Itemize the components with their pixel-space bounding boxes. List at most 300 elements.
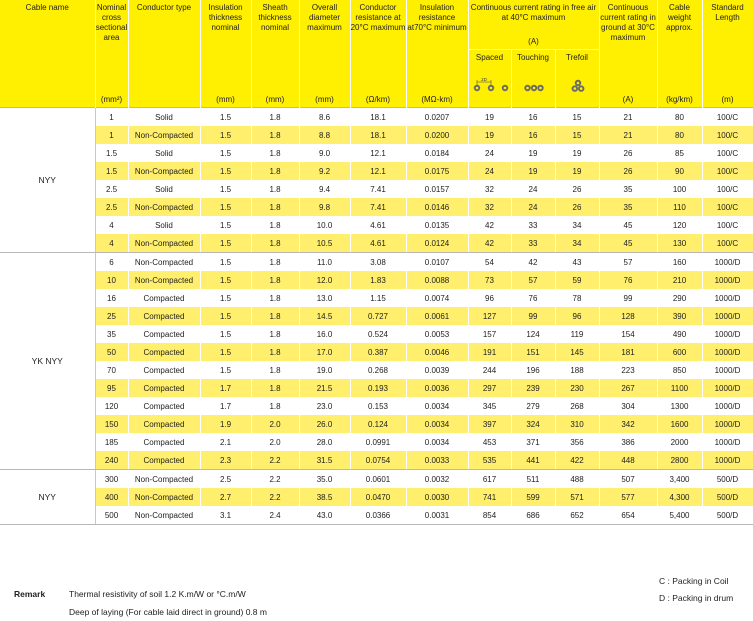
ground-cell: 342 — [599, 415, 657, 433]
trefoil-cell: 310 — [555, 415, 599, 433]
header-sheath-thickness: Sheath thickness nominal (mm) — [251, 0, 299, 108]
touching-cell: 24 — [511, 198, 555, 216]
length-cell: 1000/D — [702, 271, 753, 289]
insulation-resistance-cell: 0.0053 — [406, 325, 468, 343]
header-insulation-resistance: Insulation resistance at70°C minimum (MΩ-km) — [406, 0, 468, 108]
resistance-cell: 1.15 — [350, 289, 406, 307]
cable-name-cell: NYY — [0, 108, 95, 253]
table-row — [0, 451, 753, 470]
spaced-cell: 73 — [468, 271, 511, 289]
trefoil-cell: 268 — [555, 397, 599, 415]
insulation-resistance-cell: 0.0207 — [406, 108, 468, 127]
insulation-resistance-cell: 0.0031 — [406, 506, 468, 525]
remark-label: Remark — [14, 589, 46, 599]
area-cell: 150 — [95, 415, 128, 433]
sheath-cell: 1.8 — [251, 307, 299, 325]
table-row — [0, 415, 753, 433]
diameter-cell: 28.0 — [299, 433, 350, 451]
insulation-resistance-cell: 0.0074 — [406, 289, 468, 307]
table-row — [0, 506, 753, 525]
table-row — [0, 162, 753, 180]
spaced-cell: 32 — [468, 180, 511, 198]
sheath-cell: 1.8 — [251, 397, 299, 415]
spaced-cell: 19 — [468, 108, 511, 127]
table-row — [0, 253, 753, 272]
weight-cell: 490 — [657, 325, 702, 343]
area-cell: 25 — [95, 307, 128, 325]
length-cell: 100/C — [702, 180, 753, 198]
touching-cell: 151 — [511, 343, 555, 361]
weight-cell: 3,400 — [657, 470, 702, 489]
insulation-resistance-cell: 0.0034 — [406, 433, 468, 451]
ground-cell: 76 — [599, 271, 657, 289]
resistance-cell: 0.727 — [350, 307, 406, 325]
diameter-cell: 43.0 — [299, 506, 350, 525]
length-cell: 100/C — [702, 108, 753, 127]
resistance-cell: 0.387 — [350, 343, 406, 361]
insulation-resistance-cell: 0.0036 — [406, 379, 468, 397]
trefoil-cell: 34 — [555, 234, 599, 253]
resistance-cell: 4.61 — [350, 216, 406, 234]
sheath-cell: 1.8 — [251, 289, 299, 307]
sheath-cell: 1.8 — [251, 126, 299, 144]
diameter-cell: 12.0 — [299, 271, 350, 289]
conductor-type-cell: Non-Compacted — [128, 198, 200, 216]
header-conductor-resistance: Conductor resistance at 20°C maximum (Ω/km) — [350, 0, 406, 108]
table-row — [0, 271, 753, 289]
ground-cell: 99 — [599, 289, 657, 307]
resistance-cell: 12.1 — [350, 144, 406, 162]
diameter-cell: 9.8 — [299, 198, 350, 216]
table-row — [0, 307, 753, 325]
touching-cell: 19 — [511, 144, 555, 162]
trefoil-cell: 188 — [555, 361, 599, 379]
table-row — [0, 343, 753, 361]
conductor-type-cell: Compacted — [128, 307, 200, 325]
insulation-cell: 1.5 — [200, 361, 251, 379]
weight-cell: 1600 — [657, 415, 702, 433]
insulation-cell: 1.5 — [200, 234, 251, 253]
sheath-cell: 1.8 — [251, 234, 299, 253]
insulation-cell: 1.5 — [200, 307, 251, 325]
weight-cell: 2000 — [657, 433, 702, 451]
sheath-cell: 1.8 — [251, 379, 299, 397]
diameter-cell: 11.0 — [299, 253, 350, 272]
ground-cell: 154 — [599, 325, 657, 343]
weight-cell: 80 — [657, 108, 702, 127]
weight-cell: 4,300 — [657, 488, 702, 506]
diameter-cell: 8.6 — [299, 108, 350, 127]
weight-cell: 100 — [657, 180, 702, 198]
length-cell: 1000/D — [702, 379, 753, 397]
ground-cell: 654 — [599, 506, 657, 525]
area-cell: 4 — [95, 216, 128, 234]
ground-cell: 21 — [599, 126, 657, 144]
diameter-cell: 17.0 — [299, 343, 350, 361]
table-row — [0, 289, 753, 307]
weight-cell: 85 — [657, 144, 702, 162]
length-cell: 500/D — [702, 470, 753, 489]
diameter-cell: 10.0 — [299, 216, 350, 234]
insulation-cell: 1.5 — [200, 126, 251, 144]
resistance-cell: 0.268 — [350, 361, 406, 379]
trefoil-cell: 26 — [555, 198, 599, 216]
touching-cell: 16 — [511, 126, 555, 144]
conductor-type-cell: Compacted — [128, 325, 200, 343]
touching-cell: 324 — [511, 415, 555, 433]
area-cell: 1.5 — [95, 162, 128, 180]
touching-cell: 76 — [511, 289, 555, 307]
ground-cell: 181 — [599, 343, 657, 361]
diameter-cell: 16.0 — [299, 325, 350, 343]
conductor-type-cell: Solid — [128, 180, 200, 198]
length-cell: 1000/D — [702, 433, 753, 451]
weight-cell: 90 — [657, 162, 702, 180]
resistance-cell: 4.61 — [350, 234, 406, 253]
conductor-type-cell: Solid — [128, 216, 200, 234]
diameter-cell: 23.0 — [299, 397, 350, 415]
insulation-cell: 1.5 — [200, 343, 251, 361]
resistance-cell: 7.41 — [350, 180, 406, 198]
conductor-type-cell: Non-Compacted — [128, 470, 200, 489]
spaced-cell: 127 — [468, 307, 511, 325]
conductor-type-cell: Non-Compacted — [128, 271, 200, 289]
table-row — [0, 108, 753, 127]
conductor-type-cell: Compacted — [128, 361, 200, 379]
conductor-type-cell: Non-Compacted — [128, 234, 200, 253]
cable-name-cell: NYY — [0, 470, 95, 525]
length-cell: 500/D — [702, 506, 753, 525]
ground-cell: 21 — [599, 108, 657, 127]
conductor-type-cell: Compacted — [128, 379, 200, 397]
trefoil-cell: 488 — [555, 470, 599, 489]
trefoil-cell: 43 — [555, 253, 599, 272]
touching-cell: 24 — [511, 180, 555, 198]
table-row — [0, 126, 753, 144]
insulation-resistance-cell: 0.0088 — [406, 271, 468, 289]
resistance-cell: 0.0366 — [350, 506, 406, 525]
trefoil-cell: 652 — [555, 506, 599, 525]
trefoil-cell: 78 — [555, 289, 599, 307]
insulation-resistance-cell: 0.0107 — [406, 253, 468, 272]
weight-cell: 5,400 — [657, 506, 702, 525]
area-cell: 95 — [95, 379, 128, 397]
touching-cell: 686 — [511, 506, 555, 525]
ground-cell: 128 — [599, 307, 657, 325]
spaced-cell: 854 — [468, 506, 511, 525]
diameter-cell: 9.2 — [299, 162, 350, 180]
insulation-resistance-cell: 0.0046 — [406, 343, 468, 361]
trefoil-cell: 26 — [555, 180, 599, 198]
weight-cell: 600 — [657, 343, 702, 361]
conductor-type-cell: Non-Compacted — [128, 506, 200, 525]
touching-cell: 16 — [511, 108, 555, 127]
ground-cell: 577 — [599, 488, 657, 506]
ground-cell: 45 — [599, 216, 657, 234]
area-cell: 1.5 — [95, 144, 128, 162]
table-row — [0, 379, 753, 397]
header-ground-rating: Continuous current rating in ground at 30°C maximum (A) — [599, 0, 657, 108]
ground-cell: 507 — [599, 470, 657, 489]
trefoil-cell: 19 — [555, 162, 599, 180]
area-cell: 1 — [95, 126, 128, 144]
insulation-resistance-cell: 0.0200 — [406, 126, 468, 144]
insulation-cell: 1.5 — [200, 216, 251, 234]
insulation-cell: 1.7 — [200, 397, 251, 415]
diameter-cell: 13.0 — [299, 289, 350, 307]
touching-cell: 99 — [511, 307, 555, 325]
resistance-cell: 0.153 — [350, 397, 406, 415]
sheath-cell: 1.8 — [251, 253, 299, 272]
touching-arrangement-icon — [512, 78, 556, 94]
resistance-cell: 7.41 — [350, 198, 406, 216]
insulation-resistance-cell: 0.0034 — [406, 397, 468, 415]
area-cell: 4 — [95, 234, 128, 253]
diameter-cell: 14.5 — [299, 307, 350, 325]
touching-cell: 371 — [511, 433, 555, 451]
conductor-type-cell: Compacted — [128, 289, 200, 307]
diameter-cell: 31.5 — [299, 451, 350, 470]
remark-line-2: Deep of laying (For cable laid direct in ground) 0.8 m — [69, 607, 267, 617]
length-cell: 100/C — [702, 198, 753, 216]
header-cable-weight: Cable weight approx. (kg/km) — [657, 0, 702, 108]
table-row — [0, 234, 753, 253]
weight-cell: 120 — [657, 216, 702, 234]
spaced-cell: 32 — [468, 198, 511, 216]
spaced-cell: 96 — [468, 289, 511, 307]
ground-cell: 26 — [599, 162, 657, 180]
touching-cell: 599 — [511, 488, 555, 506]
header-overall-diameter: Overall diameter maximum (mm) — [299, 0, 350, 108]
ground-cell: 304 — [599, 397, 657, 415]
spaced-cell: 535 — [468, 451, 511, 470]
header-cross-section: Nominal cross sectional area (mm²) — [95, 0, 128, 108]
legend-coil: C : Packing in Coil — [659, 576, 729, 586]
conductor-type-cell: Non-Compacted — [128, 253, 200, 272]
area-cell: 500 — [95, 506, 128, 525]
insulation-resistance-cell: 0.0034 — [406, 415, 468, 433]
resistance-cell: 0.524 — [350, 325, 406, 343]
area-cell: 6 — [95, 253, 128, 272]
ground-cell: 267 — [599, 379, 657, 397]
diameter-cell: 10.5 — [299, 234, 350, 253]
resistance-cell: 0.0991 — [350, 433, 406, 451]
sheath-cell: 1.8 — [251, 180, 299, 198]
touching-cell: 441 — [511, 451, 555, 470]
spacing-label: 2D — [480, 78, 487, 82]
length-cell: 100/C — [702, 144, 753, 162]
length-cell: 100/C — [702, 234, 753, 253]
trefoil-cell: 571 — [555, 488, 599, 506]
area-cell: 35 — [95, 325, 128, 343]
weight-cell: 80 — [657, 126, 702, 144]
table-row — [0, 433, 753, 451]
insulation-resistance-cell: 0.0146 — [406, 198, 468, 216]
weight-cell: 160 — [657, 253, 702, 272]
insulation-cell: 3.1 — [200, 506, 251, 525]
ground-cell: 35 — [599, 198, 657, 216]
spaced-cell: 54 — [468, 253, 511, 272]
spaced-cell: 24 — [468, 162, 511, 180]
ground-cell: 223 — [599, 361, 657, 379]
spaced-cell: 42 — [468, 216, 511, 234]
resistance-cell: 0.0470 — [350, 488, 406, 506]
sheath-cell: 1.8 — [251, 271, 299, 289]
spaced-cell: 24 — [468, 144, 511, 162]
trefoil-cell: 19 — [555, 144, 599, 162]
sheath-cell: 1.8 — [251, 162, 299, 180]
table-row — [0, 361, 753, 379]
sheath-cell: 2.2 — [251, 488, 299, 506]
weight-cell: 2800 — [657, 451, 702, 470]
conductor-type-cell: Non-Compacted — [128, 126, 200, 144]
sheath-cell: 1.8 — [251, 361, 299, 379]
trefoil-cell: 145 — [555, 343, 599, 361]
length-cell: 1000/D — [702, 361, 753, 379]
conductor-type-cell: Compacted — [128, 415, 200, 433]
spaced-cell: 345 — [468, 397, 511, 415]
length-cell: 1000/D — [702, 415, 753, 433]
conductor-type-cell: Compacted — [128, 433, 200, 451]
sheath-cell: 1.8 — [251, 216, 299, 234]
area-cell: 185 — [95, 433, 128, 451]
sheath-cell: 2.4 — [251, 506, 299, 525]
sheath-cell: 2.0 — [251, 433, 299, 451]
insulation-cell: 1.5 — [200, 108, 251, 127]
spaced-cell: 453 — [468, 433, 511, 451]
insulation-cell: 2.5 — [200, 470, 251, 489]
cable-name-cell: YK NYY — [0, 253, 95, 470]
insulation-resistance-cell: 0.0157 — [406, 180, 468, 198]
spaced-cell: 244 — [468, 361, 511, 379]
table-row — [0, 397, 753, 415]
diameter-cell: 38.5 — [299, 488, 350, 506]
sheath-cell: 2.0 — [251, 415, 299, 433]
resistance-cell: 0.124 — [350, 415, 406, 433]
insulation-resistance-cell: 0.0135 — [406, 216, 468, 234]
area-cell: 120 — [95, 397, 128, 415]
touching-cell: 196 — [511, 361, 555, 379]
subheader-touching: Touching — [511, 50, 555, 108]
ground-cell: 448 — [599, 451, 657, 470]
spaced-cell: 191 — [468, 343, 511, 361]
resistance-cell: 0.193 — [350, 379, 406, 397]
conductor-type-cell: Compacted — [128, 451, 200, 470]
ground-cell: 45 — [599, 234, 657, 253]
trefoil-cell: 96 — [555, 307, 599, 325]
ground-cell: 35 — [599, 180, 657, 198]
weight-cell: 850 — [657, 361, 702, 379]
sheath-cell: 1.8 — [251, 108, 299, 127]
remark-line-1: Thermal resistivity of soil 1.2 K.m/W or °C.m/W — [69, 589, 246, 599]
table-row — [0, 216, 753, 234]
touching-cell: 239 — [511, 379, 555, 397]
insulation-cell: 2.7 — [200, 488, 251, 506]
trefoil-cell: 356 — [555, 433, 599, 451]
diameter-cell: 8.8 — [299, 126, 350, 144]
insulation-resistance-cell: 0.0030 — [406, 488, 468, 506]
insulation-cell: 1.5 — [200, 180, 251, 198]
trefoil-cell: 230 — [555, 379, 599, 397]
table-row — [0, 198, 753, 216]
sheath-cell: 1.8 — [251, 198, 299, 216]
trefoil-cell: 34 — [555, 216, 599, 234]
length-cell: 1000/D — [702, 307, 753, 325]
length-cell: 100/C — [702, 216, 753, 234]
diameter-cell: 9.4 — [299, 180, 350, 198]
insulation-cell: 1.5 — [200, 253, 251, 272]
table-row — [0, 325, 753, 343]
trefoil-arrangement-icon — [556, 78, 600, 94]
length-cell: 500/D — [702, 488, 753, 506]
sheath-cell: 1.8 — [251, 325, 299, 343]
resistance-cell: 18.1 — [350, 126, 406, 144]
insulation-cell: 1.5 — [200, 271, 251, 289]
insulation-resistance-cell: 0.0032 — [406, 470, 468, 489]
area-cell: 50 — [95, 343, 128, 361]
spaced-cell: 157 — [468, 325, 511, 343]
conductor-type-cell: Solid — [128, 144, 200, 162]
header-conductor-type: Conductor type — [128, 0, 200, 108]
insulation-cell: 1.5 — [200, 144, 251, 162]
insulation-resistance-cell: 0.0124 — [406, 234, 468, 253]
area-cell: 2.5 — [95, 198, 128, 216]
header-standard-length: Standard Length (m) — [702, 0, 753, 108]
conductor-type-cell: Compacted — [128, 397, 200, 415]
length-cell: 100/C — [702, 162, 753, 180]
weight-cell: 290 — [657, 289, 702, 307]
weight-cell: 210 — [657, 271, 702, 289]
insulation-resistance-cell: 0.0039 — [406, 361, 468, 379]
subheader-trefoil: Trefoil — [555, 50, 599, 108]
sheath-cell: 2.2 — [251, 470, 299, 489]
insulation-cell: 1.9 — [200, 415, 251, 433]
header-insulation-thickness: Insulation thickness nominal (mm) — [200, 0, 251, 108]
length-cell: 1000/D — [702, 397, 753, 415]
resistance-cell: 3.08 — [350, 253, 406, 272]
resistance-cell: 0.0601 — [350, 470, 406, 489]
touching-cell: 511 — [511, 470, 555, 489]
conductor-type-cell: Non-Compacted — [128, 162, 200, 180]
touching-cell: 33 — [511, 234, 555, 253]
table-row — [0, 180, 753, 198]
area-cell: 1 — [95, 108, 128, 127]
length-cell: 1000/D — [702, 289, 753, 307]
table-body — [0, 108, 753, 525]
diameter-cell: 26.0 — [299, 415, 350, 433]
length-cell: 100/C — [702, 126, 753, 144]
length-cell: 1000/D — [702, 343, 753, 361]
trefoil-cell: 59 — [555, 271, 599, 289]
touching-cell: 33 — [511, 216, 555, 234]
ground-cell: 57 — [599, 253, 657, 272]
legend-drum: D : Packing in drum — [659, 593, 734, 603]
length-cell: 1000/D — [702, 253, 753, 272]
ground-cell: 26 — [599, 144, 657, 162]
weight-cell: 1300 — [657, 397, 702, 415]
header-row — [0, 0, 753, 50]
weight-cell: 390 — [657, 307, 702, 325]
spaced-cell: 741 — [468, 488, 511, 506]
trefoil-cell: 119 — [555, 325, 599, 343]
insulation-cell: 1.5 — [200, 198, 251, 216]
touching-cell: 19 — [511, 162, 555, 180]
area-cell: 70 — [95, 361, 128, 379]
spaced-cell: 19 — [468, 126, 511, 144]
spaced-cell: 297 — [468, 379, 511, 397]
ground-cell: 386 — [599, 433, 657, 451]
length-cell: 1000/D — [702, 451, 753, 470]
